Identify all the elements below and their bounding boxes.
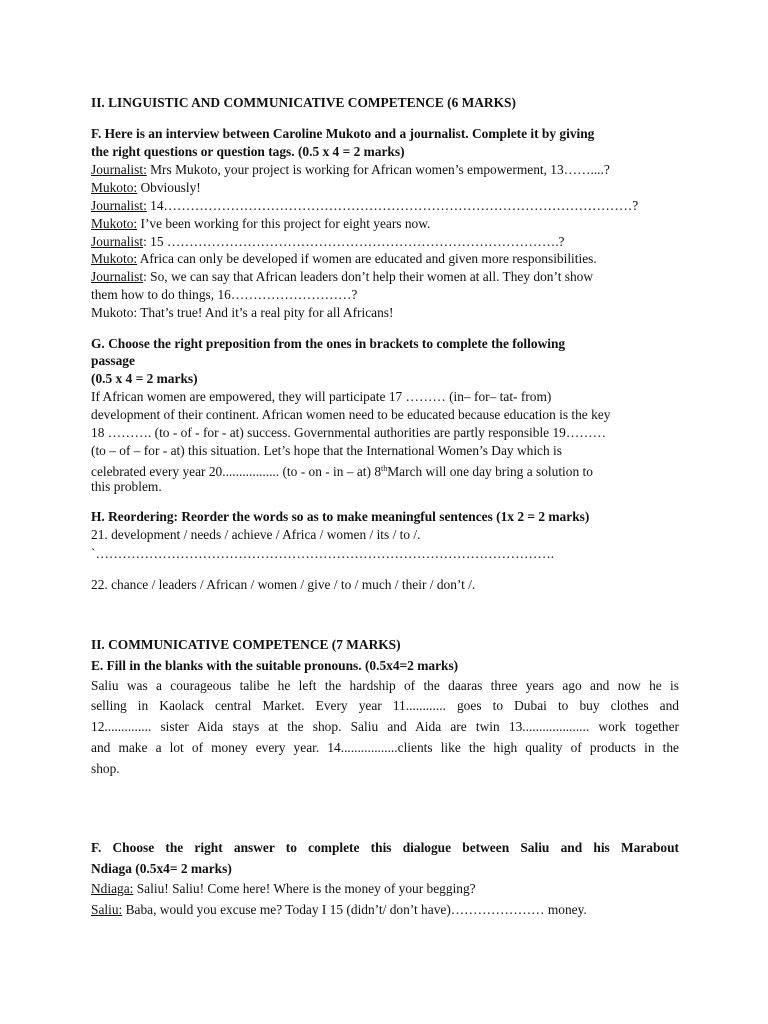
section-g-instruction-line1: G. Choose the right preposition from the ones in brackets to complete the following [91, 336, 566, 351]
ordinal-superscript: th [381, 464, 388, 473]
dialogue-line [91, 250, 597, 267]
dialogue-last-line: Mukoto: That’s true! And it’s a real pity for all Africans! [91, 305, 394, 320]
passage-line: 18 ………. (to - of - for - at) success. Governmental authorities are partly responsible 19……… [91, 425, 607, 440]
speaker-label: Mukoto: [91, 251, 138, 266]
dialogue-text: Mrs Mukoto, your project is working for African women’s empowerment, 13……....? [146, 162, 610, 177]
dialogue-text: Obviously! [137, 180, 201, 195]
speaker-label: Journalist [91, 234, 144, 249]
section-title-linguistic: II. LINGUISTIC AND COMMUNICATIVE COMPETENCE (6 MARKS) [91, 95, 516, 110]
speaker-label: Journalist [91, 269, 144, 284]
dialogue-text: 14……………………………………………………………………………………………? [146, 198, 639, 213]
speaker-label: Journalist: [91, 198, 147, 213]
section-f1-instruction-line1: F. Here is an interview between Caroline Mukoto and a journalist. Complete it by giving [91, 126, 595, 141]
pronoun-passage-line: Saliu was a courageous talibe he left the hardship of the daaras three years ago and now he is [91, 678, 679, 693]
dialogue-continuation: them how to do things, 16………………………? [91, 287, 358, 302]
dialogue-line [91, 197, 638, 214]
passage-line: If African women are empowered, they will participate 17 ……… (in– for– tat- from) [91, 389, 552, 404]
speaker-label: Saliu: [91, 902, 123, 917]
pronoun-passage-line: and make a lot of money every year. 14.................clients like the high quality of products in the [91, 740, 679, 755]
section-g-instruction-line2: passage [91, 353, 135, 368]
dialogue-line [91, 268, 593, 285]
answer-dotted-line: `…………………………………………………………………………………………. [91, 546, 555, 561]
dialogue-line [91, 901, 587, 918]
dialogue-line [91, 880, 476, 897]
speaker-label: Mukoto: [91, 216, 138, 231]
passage-text: March will one day bring a solution to [387, 464, 593, 479]
dialogue-line [91, 161, 610, 178]
dialogue-text: Baba, would you excuse me? Today I 15 (didn’t/ don’t have)………………… money. [122, 902, 587, 917]
section-e-instruction: E. Fill in the blanks with the suitable pronouns. (0.5x4=2 marks) [91, 658, 459, 673]
speaker-label: Journalist: [91, 162, 147, 177]
speaker-label: Ndiaga: [91, 881, 134, 896]
pronoun-passage-line: 12.............. sister Aida stays at the shop. Saliu and Aida are twin 13.................... work together [91, 719, 679, 734]
passage-text: celebrated every year 20................. (to - on - in – at) 8 [91, 464, 382, 479]
dialogue-line [91, 215, 430, 232]
passage-line: (to – of – for - at) this situation. Let’s hope that the International Women’s Day which is [91, 443, 562, 458]
dialogue-text: Saliu! Saliu! Come here! Where is the money of your begging? [133, 881, 476, 896]
section-f1-instruction-line2: the right questions or question tags. (0.5 x 4 = 2 marks) [91, 144, 405, 159]
section-f2-instruction-line2: Ndiaga (0.5x4= 2 marks) [91, 861, 232, 876]
section-f2-instruction-line1: F. Choose the right answer to complete this dialogue between Saliu and his Marabout [91, 840, 679, 855]
speaker-label: Mukoto: [91, 180, 138, 195]
dialogue-text: Africa can only be developed if women are educated and given more responsibilities. [137, 251, 597, 266]
pronoun-passage-line: shop. [91, 761, 120, 776]
dialogue-line [91, 179, 201, 196]
passage-line: development of their continent. African women need to be educated because education is the key [91, 407, 611, 422]
passage-line: this problem. [91, 479, 162, 494]
dialogue-text: I’ve been working for this project for eight years now. [137, 216, 431, 231]
reorder-item-21: 21. development / needs / achieve / Africa / women / its / to /. [91, 527, 421, 542]
section-title-communicative: II. COMMUNICATIVE COMPETENCE (7 MARKS) [91, 637, 401, 652]
passage-line [91, 460, 593, 480]
pronoun-passage-line: selling in Kaolack central Market. Every year 11............ goes to Dubai to buy clothes and [91, 698, 679, 713]
dialogue-text: : 15 …………………………………………………………………………….? [143, 234, 565, 249]
dialogue-text: : So, we can say that African leaders don’t help their women at all. They don’t show [143, 269, 594, 284]
section-g-marks: (0.5 x 4 = 2 marks) [91, 371, 198, 386]
reorder-item-22: 22. chance / leaders / African / women / give / to / much / their / don’t /. [91, 577, 476, 592]
dialogue-line [91, 233, 565, 250]
section-h-instruction: H. Reordering: Reorder the words so as to make meaningful sentences (1x 2 = 2 marks) [91, 509, 590, 524]
